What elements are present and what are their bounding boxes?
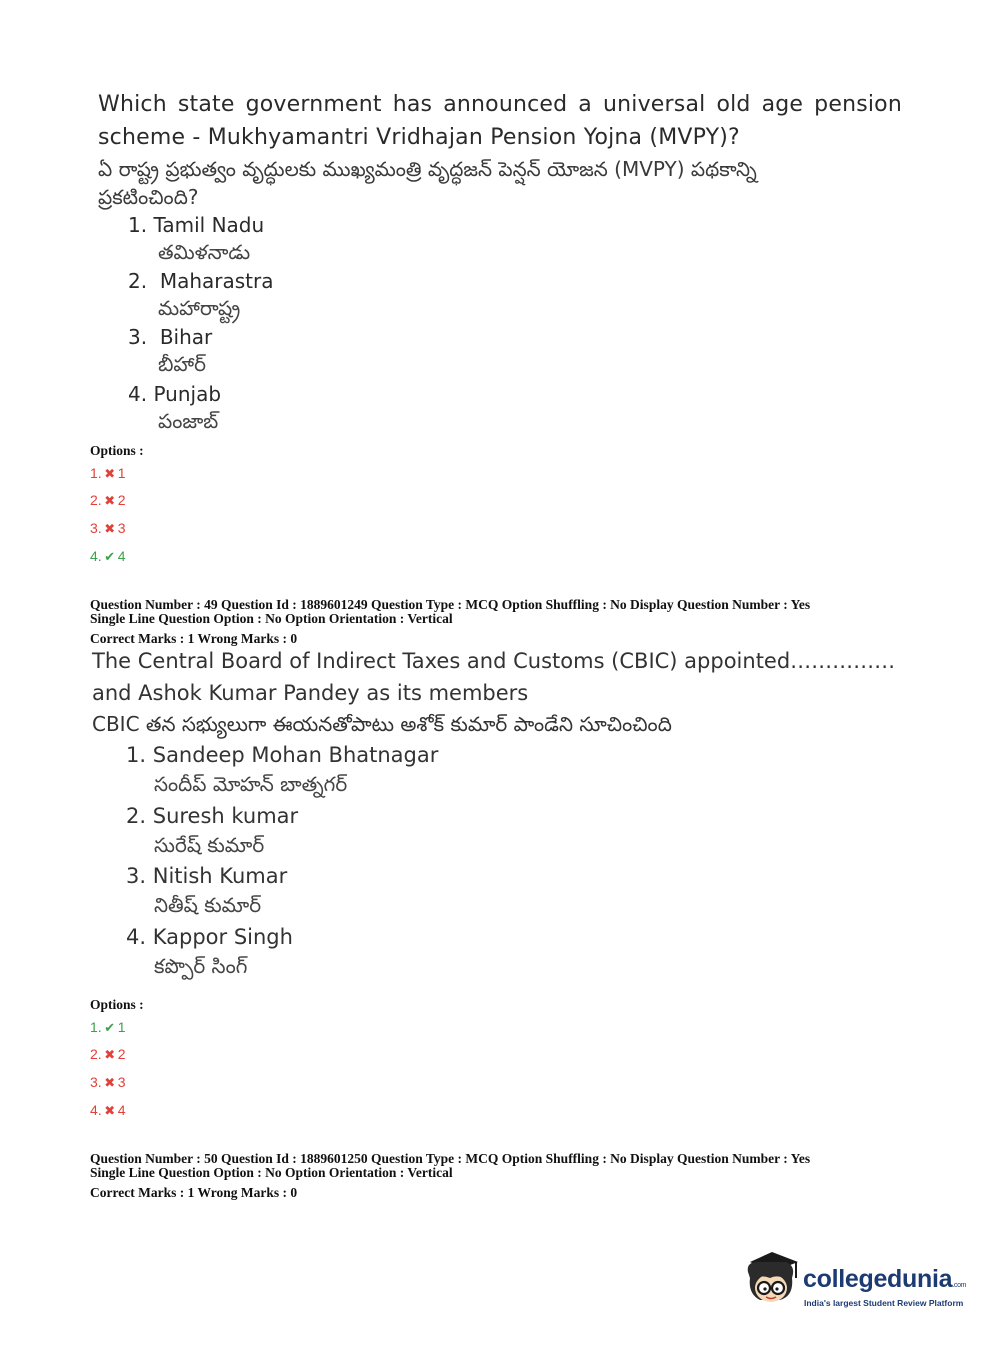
q48-option-2: 2. Maharastra [128,269,274,293]
question-49-text-en-line2: and Ashok Kumar Pandey as its members [92,681,529,705]
q49-option-3-te: నితీష్ కుమార్ [154,893,262,917]
q48-option-3: 3. Bihar [128,325,213,349]
cross-icon: ✖ [104,493,116,508]
q49-meta-line3: Correct Marks : 1 Wrong Marks : 0 [90,631,298,646]
q49-meta-line1: Question Number : 49 Question Id : 1889601249 Question Type : MCQ Option Shuffling : No Display Question Number : Yes [90,597,811,612]
q48-option-3-te: బీహార్ [158,352,206,376]
q49-option-3: 3. Nitish Kumar [126,864,288,888]
question-48-text-te-line1: ఏ రాష్ట్ర ప్రభుత్వం వృద్ధులకు ముఖ్యమంత్రి వృద్ధజన్ పెన్షన్ యోజన (MVPY) పథకాన్ని [98,157,757,181]
q48-answer-3: 3. ✖ 3 [90,520,126,536]
q50-meta-line3: Correct Marks : 1 Wrong Marks : 0 [90,1185,298,1200]
q49-option-4-te: కప్పొర్ సింగ్ [154,954,248,978]
collegedunia-tagline: India's largest Student Review Platform [804,1298,964,1308]
q48-answer-4: 4. ✔ 4 [90,548,126,564]
check-icon: ✔ [104,549,116,564]
q50-meta-line1: Question Number : 50 Question Id : 1889601250 Question Type : MCQ Option Shuffling : No Display Question Number : Yes [90,1151,811,1166]
question-49-text-te: CBIC తన సభ్యులుగా ఈయనతోపాటు అశోక్ కుమార్ పాండేని సూచించింది [92,712,672,736]
q48-answer-1: 1. ✖ 1 [90,465,126,481]
q49-option-1-te: సందీప్ మోహన్ బాత్నగర్ [154,772,348,796]
q48-option-4-te: పంజాబ్ [158,409,219,433]
cross-icon: ✖ [104,466,116,481]
question-48-text-en: Which state government has announced a universal old age pension scheme - Mukhyamantri Vridhajan Pension Yojna (MVPY)? [98,92,902,150]
q49-option-2: 2. Suresh kumar [126,804,299,828]
cross-icon: ✖ [104,1047,116,1062]
question-48-text-te-line2: ప్రకటించింది? [98,185,199,209]
q49-answer-1: 1. ✔ 1 [90,1019,126,1035]
cross-icon: ✖ [104,521,116,536]
q49-answer-2: 2. ✖ 2 [90,1046,126,1062]
collegedunia-mascot-icon [742,1248,804,1310]
cross-icon: ✖ [104,1075,116,1090]
check-icon: ✔ [104,1020,116,1035]
question-49-text-en-line1: The Central Board of Indirect Taxes and Customs (CBIC) appointed…………… [92,649,896,673]
q49-option-2-te: సురేష్ కుమార్ [154,833,265,857]
q48-answer-2: 2. ✖ 2 [90,492,126,508]
q49-option-1: 1. Sandeep Mohan Bhatnagar [126,743,439,767]
q48-option-4: 4. Punjab [128,382,222,406]
q49-options-label: Options : [90,997,144,1012]
q49-answer-4: 4. ✖ 4 [90,1102,126,1118]
q48-option-1-te: తమిళనాడు [158,240,251,264]
q49-meta-line2: Single Line Question Option : No Option Orientation : Vertical [90,611,453,626]
q49-option-4: 4. Kappor Singh [126,925,293,949]
q48-option-1: 1. Tamil Nadu [128,213,265,237]
collegedunia-logo-text: collegedunia.com [803,1265,967,1293]
q49-answer-3: 3. ✖ 3 [90,1074,126,1090]
q48-options-label: Options : [90,443,144,458]
q48-option-2-te: మహారాష్ట్ర [158,296,241,320]
q50-meta-line2: Single Line Question Option : No Option Orientation : Vertical [90,1165,453,1180]
cross-icon: ✖ [104,1103,116,1118]
